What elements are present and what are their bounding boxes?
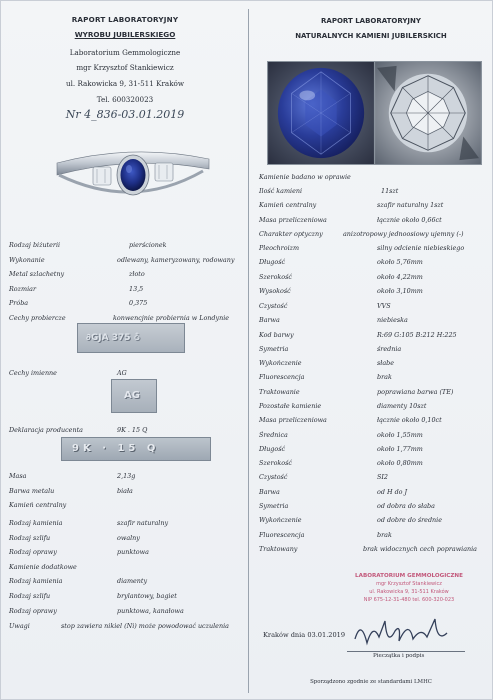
row-value: R:69 G:105 B:212 H:225 [377, 331, 457, 339]
lab-name: Laboratorium Gemmologiczne [69, 48, 181, 57]
row-value: SI2 [377, 473, 388, 481]
row-label: Szerokość [259, 273, 293, 281]
hallmark-photo-1 [77, 323, 185, 353]
right-report-title: RAPORT LABORATORYJNY [321, 17, 421, 25]
row-value: około 1,77mm [377, 445, 423, 453]
row-value: owalny [117, 534, 140, 542]
stamp-line-1: mgr Krzysztof Stankiewicz [376, 581, 442, 587]
row-label: Fluorescencja [259, 373, 305, 381]
stamp-line-2: ul. Rakowicka 9, 31-511 Kraków [369, 589, 449, 595]
row-value: średnia [377, 345, 402, 353]
row-label: Długość [259, 445, 286, 453]
row-value: od H do J [377, 488, 408, 496]
row-label: Fluorescencja [259, 531, 305, 539]
row-label: Rodzaj kamienia [9, 577, 63, 585]
hallmark-photo-3 [61, 437, 211, 461]
row-value: poprawiana barwa (TE) [377, 388, 454, 396]
row-label: Rodzaj kamienia [9, 519, 63, 527]
row-value: łącznie około 0,66ct [377, 216, 442, 224]
row-value: od dobra do słaba [377, 502, 435, 510]
row-value: stop zawiera nikiel (Ni) może powodować uczulenia [61, 622, 229, 630]
row-value: brak [377, 373, 392, 381]
row-value: odlewany, kameryzowany, rodowany [117, 256, 235, 264]
row-label: Rozmiar [9, 285, 36, 293]
row-value: konwencjnie probiernia w Londynie [113, 314, 230, 322]
row-label: Barwa [259, 488, 280, 496]
row-value: 9K . 15 Q [117, 426, 148, 434]
lab-phone: Tel. 600320023 [96, 95, 154, 104]
row-label: Uwagi [9, 622, 30, 630]
place-date: Kraków dnia 03.01.2019 [263, 631, 346, 639]
row-label: Czystość [259, 302, 288, 310]
hallmark-photo-2 [111, 379, 157, 413]
row-label: Długość [259, 258, 286, 266]
row-value: VVS [377, 302, 391, 310]
row-value: brak [377, 531, 392, 539]
row-label: Średnica [259, 431, 288, 439]
diamond-closeup-photo [374, 61, 482, 165]
stamp-title: LABORATORIUM GEMMOLOGICZNE [355, 573, 463, 579]
row-label: Rodzaj oprawy [9, 607, 57, 615]
row-label: Ilość kamieni [259, 187, 303, 195]
row-label: Wykończenie [259, 359, 302, 367]
row-label: Pleochroizm [259, 244, 300, 252]
row-label: Masa przeliczeniowa [259, 416, 327, 424]
row-label: Wysokość [259, 287, 291, 295]
row-label: Szerokość [259, 459, 293, 467]
row-value: około 5,76mm [377, 258, 423, 266]
row-value: punktowa [117, 548, 149, 556]
ring-photo [53, 141, 213, 211]
row-label: Wykonanie [9, 256, 45, 264]
report-number: Nr 4_836-03.01.2019 [65, 108, 185, 121]
row-value: złoto [129, 270, 145, 278]
row-label: Charakter optyczny [259, 230, 323, 238]
row-value: 2,13g [117, 472, 136, 480]
row-label: Traktowanie [259, 388, 300, 396]
row-label: Kamienie dodatkowe [9, 563, 77, 571]
row-label: Pozostałe kamienie [259, 402, 322, 410]
row-label: Próba [9, 299, 29, 307]
column-divider [248, 9, 249, 693]
row-value: 0,375 [129, 299, 148, 307]
row-value: AG [117, 369, 127, 377]
row-label: Kamień centralny [9, 501, 67, 509]
row-label: Rodzaj szlifu [9, 534, 51, 542]
row-label: Kamień centralny [259, 201, 317, 209]
row-label: Cechy probiercze [9, 314, 66, 322]
row-label: Masa przeliczeniowa [259, 216, 327, 224]
row-value: szafir naturalny [117, 519, 169, 527]
hallmark-2-text: AG [124, 390, 140, 401]
row-value: łącznie około 0,10ct [377, 416, 442, 424]
row-value: od dobre do średnie [377, 516, 442, 524]
standards-note: Sporządzono zgodnie ze standardami LMHC [310, 679, 432, 685]
sapphire-closeup-photo [267, 61, 375, 165]
row-label: Traktowany [259, 545, 298, 553]
row-label: Rodzaj biżuterii [9, 241, 61, 249]
row-label: Rodzaj oprawy [9, 548, 57, 556]
row-label: Barwa [259, 316, 280, 324]
row-value: około 3,10mm [377, 287, 423, 295]
left-report-subtitle: WYROBU JUBILERSKIEGO [74, 30, 176, 39]
row-value: niebieska [377, 316, 408, 324]
row-value: około 0,80mm [377, 459, 423, 467]
row-label: Kod barwy [259, 331, 294, 339]
row-value: pierścionek [129, 241, 167, 249]
row-label: Czystość [259, 473, 288, 481]
row-value: punktowa, kanałowa [117, 607, 184, 615]
row-label: Masa [9, 472, 27, 480]
row-label: Symetria [259, 345, 289, 353]
row-label: Rodzaj szlifu [9, 592, 51, 600]
row-value: słabe [377, 359, 395, 367]
row-label: Barwa metalu [9, 487, 55, 495]
row-label: Metal szlachetny [9, 270, 65, 278]
hallmark-3-text: 9K · 15 Q [72, 443, 160, 454]
row-value: 13,5 [129, 285, 144, 293]
row-value: biała [117, 487, 133, 495]
right-report-subtitle: NATURALNYCH KAMIENI JUBILERSKICH [295, 32, 447, 40]
lab-stamp [345, 572, 473, 616]
left-report-title: RAPORT LABORATORYJNY [71, 15, 179, 24]
row-value: anizotropowy jednoosiowy ujemny (-) [343, 230, 464, 238]
row-label: Cechy imienne [9, 369, 57, 377]
row-label: Deklaracja producenta [9, 426, 83, 434]
row-value: 11szt [381, 187, 399, 195]
row-value: brak widocznych cech poprawiania [363, 545, 477, 553]
signature-line [347, 651, 465, 652]
row-value: silny odcienie niebieskiego [377, 244, 465, 252]
row-value: około 4,22mm [377, 273, 423, 281]
row-value: około 1,55mm [377, 431, 423, 439]
row-label: Kamienie badano w oprawie [259, 173, 351, 181]
row-label: Symetria [259, 502, 289, 510]
row-label: Wykończenie [259, 516, 302, 524]
row-value: brylantowy, bagiet [117, 592, 177, 600]
lab-owner: mgr Krzysztof Stankiewicz [76, 63, 174, 72]
signature-caption: Pieczątka i podpis [373, 653, 425, 659]
hallmark-1-text: ∂GJA 375 ♁ [86, 333, 141, 343]
row-value: diamenty [117, 577, 148, 585]
row-value: diamenty 10szt [377, 402, 427, 410]
stamp-line-3: NIP 675-12-31-480 tel. 600-320-023 [363, 597, 455, 603]
handwritten-signature [351, 613, 459, 653]
lab-address: ul. Rakowicka 9, 31-511 Kraków [65, 79, 185, 88]
row-value: szafir naturalny 1szt [377, 201, 444, 209]
